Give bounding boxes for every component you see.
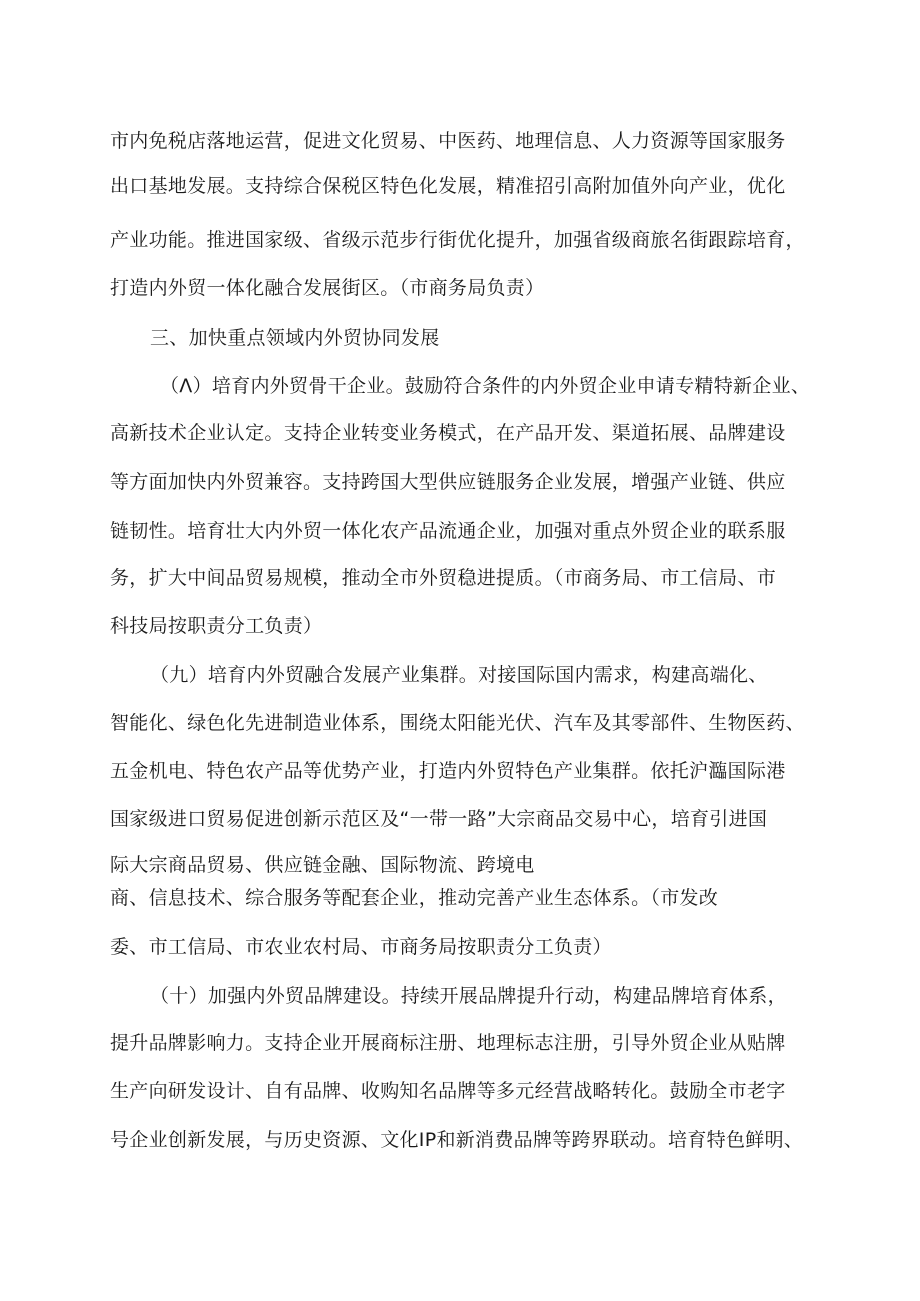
text-line: 等方面加快内外贸兼容。支持跨国大型供应链服务企业发展，增强产业链、供应 bbox=[110, 471, 786, 493]
text-line: 商、信息技术、综合服务等配套企业，推动完善产业生态体系。（市发改 bbox=[110, 887, 719, 909]
text-line: 号企业创新发展，与历史资源、文化IP和新消费品牌等跨界联动。培育特色鲜明、 bbox=[110, 1129, 804, 1151]
text-line: 链韧性。培育壮大内外贸一体化农产品流通企业，加强对重点外贸企业的联系服 bbox=[110, 520, 786, 542]
text-line: 产业功能。推进国家级、省级示范步行街优化提升，加强省级商旅名街跟踪培育， bbox=[110, 229, 805, 251]
text-line: 委、市工信局、市农业农村局、市商务局按职责分工负责） bbox=[110, 936, 612, 958]
text-line: （十）加强内外贸品牌建设。持续开展品牌提升行动，构建品牌培育体系， bbox=[150, 985, 787, 1007]
text-line: （Λ）培育内外贸骨干企业。鼓励符合条件的内外贸企业申请专精特新企业、 bbox=[160, 375, 811, 397]
section-heading: 三、加快重点领域内外贸协同发展 bbox=[150, 327, 440, 349]
text-line: 务，扩大中间品贸易规模，推动全市外贸稳进提质。（市商务局、市工信局、市 bbox=[110, 567, 777, 589]
text-line: 打造内外贸一体化融合发展街区。（市商务局负责） bbox=[110, 277, 545, 299]
text-line: 智能化、绿色化先进制造业体系，围绕太阳能光伏、汽车及其零部件、生物医药、 bbox=[110, 712, 805, 734]
text-line: 生产向研发设计、自有品牌、收购知名品牌等多元经营战略转化。鼓励全市老字 bbox=[110, 1080, 786, 1102]
text-line: 市内免税店落地运营，促进文化贸易、中医药、地理信息、人力资源等国家服务 bbox=[110, 130, 786, 152]
text-line: 提升品牌影响力。支持企业开展商标注册、地理标志注册，引导外贸企业从贴牌 bbox=[110, 1032, 786, 1054]
text-line: 际大宗商品贸易、供应链金融、国际物流、跨境电 bbox=[110, 854, 535, 876]
text-line: （九）培育内外贸融合发展产业集群。对接国际国内需求，构建高端化、 bbox=[150, 664, 768, 686]
text-line: 五金机电、特色农产品等优势产业，打造内外贸特色产业集群。依托沪瀶国际港 bbox=[110, 760, 786, 782]
text-line: 科技局按职责分工负责） bbox=[110, 615, 323, 637]
text-line: 高新技术企业认定。支持企业转变业务模式，在产品开发、渠道拓展、品牌建设 bbox=[110, 422, 786, 444]
text-line: 出口基地发展。支持综合保税区特色化发展，精准招引高附加值外向产业，优化 bbox=[110, 175, 786, 197]
text-line: 国家级进口贸易促进创新示范区及“一带一路”大宗商品交易中心，培育引进国 bbox=[110, 808, 768, 830]
